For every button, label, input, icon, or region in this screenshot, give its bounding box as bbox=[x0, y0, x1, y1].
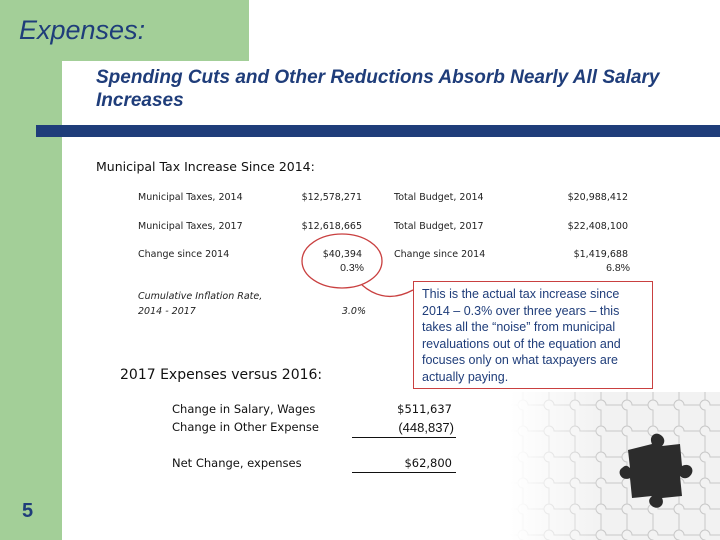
callout-box: This is the actual tax increase since 2014 – 0.3% over three years – this takes all the “noise” from municipal revaluations out of the equation and focuses only on what taxpayers are actually paying. bbox=[413, 281, 653, 389]
tax-change-label: Change since 2014 bbox=[138, 249, 230, 260]
other-expense-value: (448,837) bbox=[398, 420, 454, 435]
inflation-label-line2: 2014 - 2017 bbox=[138, 306, 196, 317]
other-expense-label: Change in Other Expense bbox=[172, 420, 319, 434]
tax-2017-label: Municipal Taxes, 2017 bbox=[138, 221, 243, 232]
inflation-label-line1: Cumulative Inflation Rate, bbox=[138, 291, 263, 302]
net-change-label: Net Change, expenses bbox=[172, 456, 302, 470]
slide-subtitle: Spending Cuts and Other Reductions Absorb Nearly All Salary Increases bbox=[96, 67, 660, 111]
tax-2014-label: Municipal Taxes, 2014 bbox=[138, 192, 243, 203]
tax-change-value: $40,394 bbox=[322, 249, 362, 260]
puzzle-pieces-icon bbox=[510, 392, 720, 540]
page-number: 5 bbox=[22, 500, 34, 522]
net-change-value: $62,800 bbox=[404, 456, 452, 470]
budget-2014-label: Total Budget, 2014 bbox=[394, 192, 484, 203]
highlight-circle bbox=[302, 234, 382, 288]
tax-section-heading: Municipal Tax Increase Since 2014: bbox=[96, 159, 315, 174]
tax-2017-value: $12,618,665 bbox=[301, 221, 362, 232]
slide-title: Expenses: bbox=[19, 15, 146, 45]
salary-change-label: Change in Salary, Wages bbox=[172, 402, 316, 416]
budget-change-label: Change since 2014 bbox=[394, 249, 486, 260]
budget-change-value: $1,419,688 bbox=[573, 249, 628, 260]
salary-change-value: $511,637 bbox=[397, 402, 452, 416]
budget-change-pct: 6.8% bbox=[606, 262, 630, 274]
expenses-section-heading: 2017 Expenses versus 2016: bbox=[120, 367, 323, 383]
budget-2014-value: $20,988,412 bbox=[567, 192, 628, 203]
subtotal-underline bbox=[352, 437, 456, 438]
budget-2017-label: Total Budget, 2017 bbox=[394, 221, 484, 232]
inflation-value: 3.0% bbox=[341, 306, 366, 317]
tax-change-pct: 0.3% bbox=[340, 262, 364, 274]
budget-2017-value: $22,408,100 bbox=[567, 221, 628, 232]
total-underline bbox=[352, 472, 456, 473]
callout-connector bbox=[362, 285, 413, 296]
tax-2014-value: $12,578,271 bbox=[301, 192, 362, 203]
